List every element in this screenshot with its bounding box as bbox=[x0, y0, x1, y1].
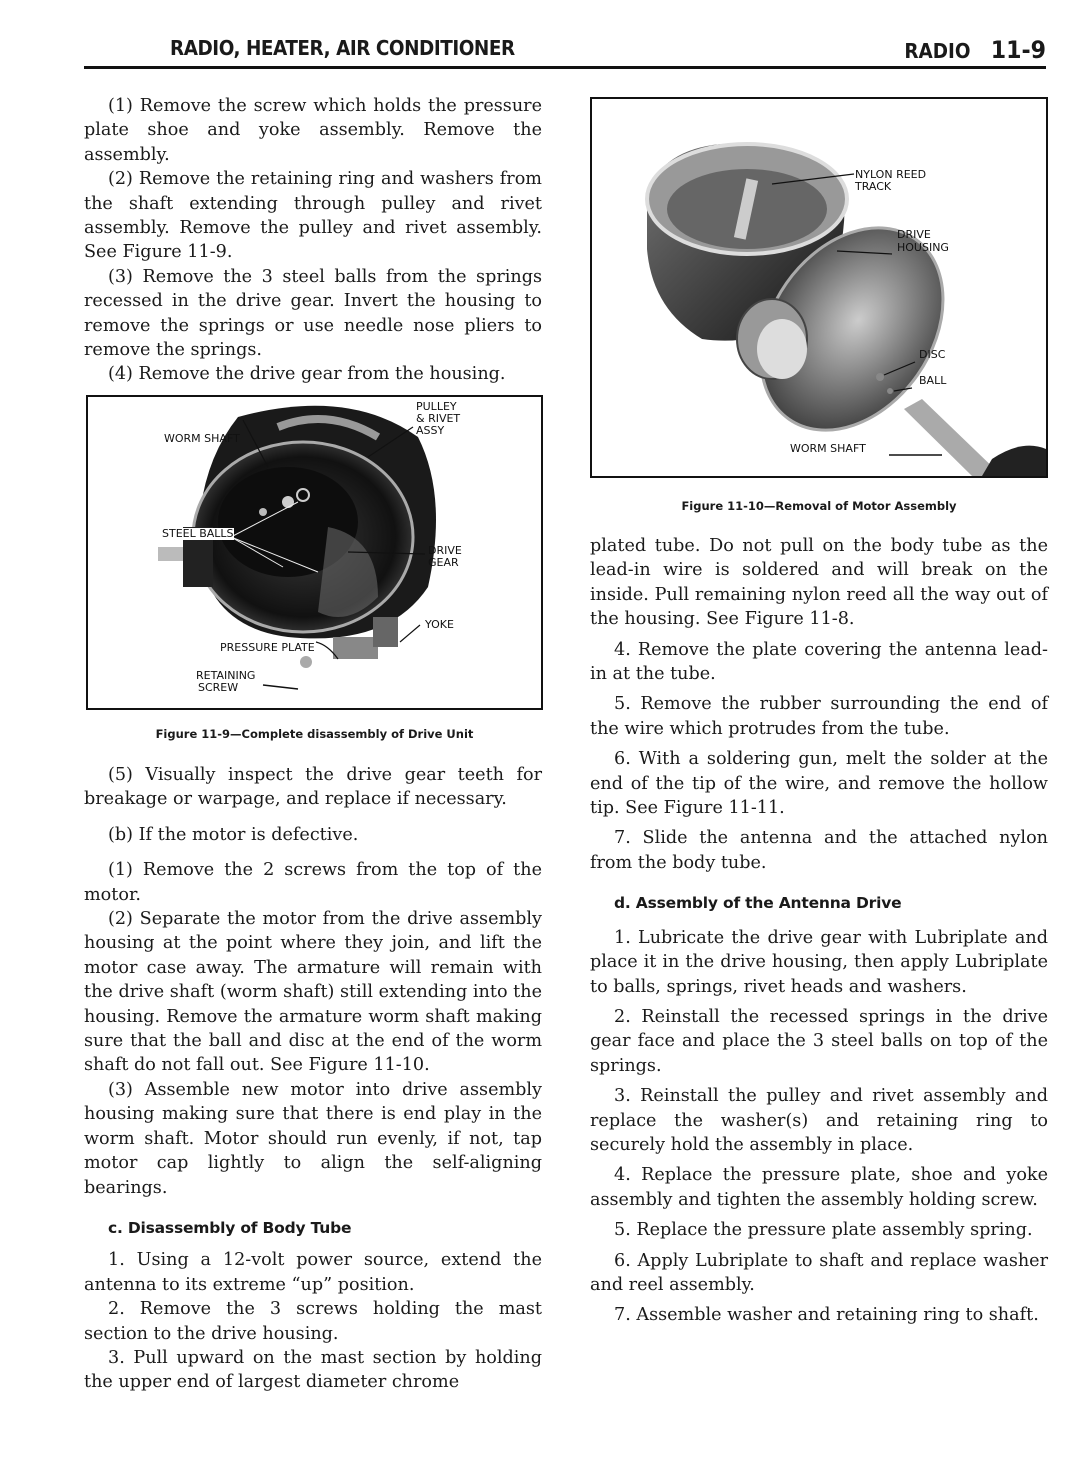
figure-11-9 bbox=[86, 395, 543, 710]
label-retaining-2: SCREW bbox=[198, 681, 239, 694]
step: 6. Apply Lubriplate to shaft and replace washer and reel assembly. bbox=[590, 1250, 1048, 1295]
page-number: 11-9 bbox=[990, 36, 1046, 64]
label-steel-balls: STEEL BALLS bbox=[162, 527, 234, 540]
paragraph: (4) Remove the drive gear from the housing. bbox=[108, 364, 506, 385]
label-pulley-1: PULLEY bbox=[416, 400, 457, 413]
paragraph: (2) Separate the motor from the drive assembly housing at the point where they join, and lift the motor case away. The armature will remain with the drive shaft (worm shaft) still extending into the housing. Remove the armature worm shaft making sure that the ball and disc at the end of the worm shaft do not fall out. See Figure 11-10. bbox=[84, 909, 542, 1076]
section-d-heading: d. Assembly of the Antenna Drive bbox=[614, 894, 902, 913]
section-c-heading: c. Disassembly of Body Tube bbox=[108, 1218, 352, 1237]
label-drive-2: GEAR bbox=[428, 556, 459, 569]
paragraph: (3) Assemble new motor into drive assembly housing making sure that there is end play in the worm shaft. Motor should run evenly, if not, tap motor cap lightly to align the self-aligning bearings. bbox=[84, 1079, 542, 1198]
step: 4. Remove the plate covering the antenna lead-in at the tube. bbox=[590, 639, 1048, 685]
label-housing-2: HOUSING bbox=[897, 241, 949, 254]
step: 5. Replace the pressure plate assembly spring. bbox=[614, 1220, 1033, 1241]
step: 3. Pull upward on the mast section by holding the upper end of largest diameter chrome bbox=[84, 1347, 542, 1393]
step: 6. With a soldering gun, melt the solder at the end of the tip of the wire, and remove the hollow tip. See Figure 11-11. bbox=[590, 749, 1048, 819]
step: 2. Remove the 3 screws holding the mast section to the drive housing. bbox=[84, 1299, 542, 1344]
label-ball: BALL bbox=[919, 374, 947, 387]
label-pulley-2: & RIVET bbox=[416, 412, 461, 425]
left-column-bottom bbox=[84, 763, 542, 1395]
step: 2. Reinstall the recessed springs in the drive gear face and place the 3 steel balls on top of the springs. bbox=[590, 1006, 1048, 1076]
paragraph: plated tube. Do not pull on the body tube as the lead-in wire is soldered and will break on the inside. Pull remaining nylon reed all the way out of the housing. See Figure 11-8. bbox=[590, 536, 1048, 630]
motor-assembly-illustration bbox=[592, 99, 1046, 476]
step: 5. Remove the rubber surrounding the end of the wire which protrudes from the tube. bbox=[590, 694, 1048, 739]
chapter-name: RADIO bbox=[904, 39, 971, 63]
paragraph: (b) If the motor is defective. bbox=[108, 824, 359, 845]
label-retaining-1: RETAINING bbox=[196, 669, 256, 682]
label-pulley-3: ASSY bbox=[416, 424, 445, 437]
label-nylon-2: TRACK bbox=[855, 180, 892, 193]
step: 1. Using a 12-volt power source, extend the antenna to its extreme “up” position. bbox=[84, 1250, 542, 1295]
step: 1. Lubricate the drive gear with Lubriplate and place it in the drive housing, then apply Lubriplate to balls, springs, rivet heads and washers. bbox=[590, 927, 1048, 997]
label-drive-1: DRIVE bbox=[428, 544, 462, 557]
paragraph: (1) Remove the 2 screws from the top of the motor. bbox=[84, 860, 542, 905]
label-pressure-plate: PRESSURE PLATE bbox=[220, 641, 315, 654]
step: 7. Slide the antenna and the attached nylon from the body tube. bbox=[590, 828, 1048, 873]
figure-11-9-caption: Figure 11-9—Complete disassembly of Drive Unit bbox=[155, 727, 474, 741]
label-housing-1: DRIVE bbox=[897, 228, 931, 241]
left-column-top bbox=[84, 94, 542, 387]
figure-11-10-caption: Figure 11-10—Removal of Motor Assembly bbox=[681, 499, 957, 513]
label-yoke: YOKE bbox=[425, 618, 454, 631]
label-worm-shaft: WORM SHAFT bbox=[164, 432, 240, 445]
drive-unit-illustration bbox=[88, 397, 541, 708]
label-worm-shaft: WORM SHAFT bbox=[790, 442, 866, 455]
figure-11-10 bbox=[590, 97, 1048, 478]
page-header bbox=[84, 34, 1046, 69]
step: 4. Replace the pressure plate, shoe and yoke assembly and tighten the assembly holding screw. bbox=[590, 1165, 1048, 1210]
paragraph: (5) Visually inspect the drive gear teeth for breakage or warpage, and replace if necessary. bbox=[84, 765, 542, 810]
step: 7. Assemble washer and retaining ring to shaft. bbox=[614, 1305, 1039, 1326]
paragraph: (3) Remove the 3 steel balls from the springs recessed in the drive gear. Invert the housing to remove the springs or use needle nose pliers to remove the springs. bbox=[84, 266, 542, 361]
right-column bbox=[590, 534, 1048, 1328]
label-nylon-1: NYLON REED bbox=[855, 168, 927, 181]
paragraph: (1) Remove the screw which holds the pressure plate shoe and yoke assembly. Remove the assembly. bbox=[84, 96, 542, 165]
chapter-label bbox=[904, 36, 1046, 64]
label-disc: DISC bbox=[919, 348, 946, 361]
step: 3. Reinstall the pulley and rivet assembly and replace the washer(s) and retaining ring to securely hold the assembly in place. bbox=[590, 1086, 1048, 1155]
section-title: RADIO, HEATER, AIR CONDITIONER bbox=[170, 36, 515, 60]
paragraph: (2) Remove the retaining ring and washers from the shaft extending through pulley and rivet assembly. Remove the pulley and rivet assembly. See Figure 11-9. bbox=[84, 169, 542, 263]
